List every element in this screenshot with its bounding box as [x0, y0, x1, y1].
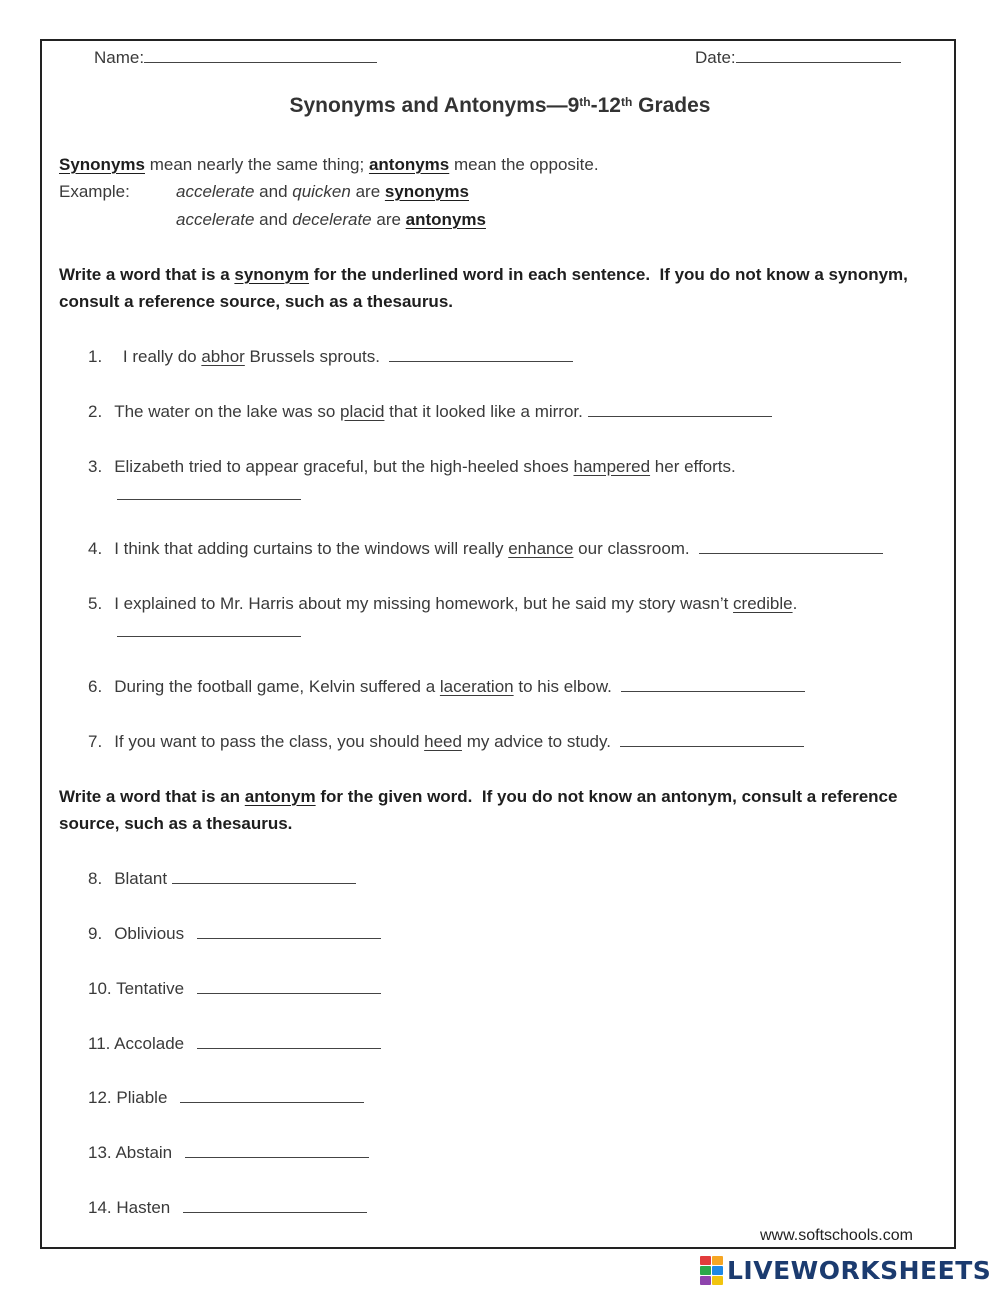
- logo-block: [700, 1266, 711, 1275]
- question-4: 4. I think that adding curtains to the windows will really enhance our classroom.: [88, 538, 883, 560]
- answer-blank-7[interactable]: [620, 731, 804, 747]
- question-6: 6. During the football game, Kelvin suffered a laceration to his elbow.: [88, 676, 805, 698]
- antonym-instructions-line1: Write a word that is an antonym for the given word. If you do not know an antonym, consult a reference: [59, 787, 898, 806]
- synonym-instructions-line1: Write a word that is a synonym for the underlined word in each sentence. If you do not know a synonym,: [59, 265, 908, 284]
- answer-line-3: [117, 484, 301, 506]
- antonym-item-13: 13. Abstain: [88, 1142, 369, 1164]
- antonym-blank-10[interactable]: [197, 978, 381, 994]
- antonym-item-12: 12. Pliable: [88, 1087, 364, 1109]
- logo-block: [700, 1276, 711, 1285]
- antonym-item-11: 11. Accolade: [88, 1033, 381, 1055]
- source-website: www.softschools.com: [760, 1227, 913, 1244]
- antonym-blank-9[interactable]: [197, 923, 381, 939]
- example-synonyms: accelerate and quicken are synonyms: [176, 182, 469, 201]
- example-antonyms: accelerate and decelerate are antonyms: [176, 210, 486, 229]
- question-3: 3. Elizabeth tried to appear graceful, but the high-heeled shoes hampered her efforts.: [88, 457, 736, 476]
- question-2: 2. The water on the lake was so placid that it looked like a mirror.: [88, 401, 772, 423]
- example-label: Example:: [59, 182, 130, 201]
- antonym-blank-12[interactable]: [180, 1087, 364, 1103]
- answer-blank-4[interactable]: [699, 538, 883, 554]
- name-field: Name:: [94, 47, 377, 69]
- question-5: 5. I explained to Mr. Harris about my missing homework, but he said my story wasn’t credible.: [88, 594, 798, 613]
- antonym-blank-14[interactable]: [183, 1197, 367, 1213]
- definition-line: Synonyms mean nearly the same thing; antonyms mean the opposite.: [59, 155, 599, 174]
- question-7: 7. If you want to pass the class, you should heed my advice to study.: [88, 731, 804, 753]
- antonym-instructions-line2: source, such as a thesaurus.: [59, 814, 293, 833]
- logo-block: [700, 1256, 711, 1265]
- answer-blank-2[interactable]: [588, 401, 772, 417]
- antonym-item-8: 8. Blatant: [88, 868, 356, 890]
- logo-block: [712, 1256, 723, 1265]
- antonym-item-10: 10. Tentative: [88, 978, 381, 1000]
- answer-blank-1[interactable]: [389, 346, 573, 362]
- logo-block: [712, 1276, 723, 1285]
- antonym-item-14: 14. Hasten: [88, 1197, 367, 1219]
- answer-line-5: [117, 621, 301, 643]
- answer-blank-6[interactable]: [621, 676, 805, 692]
- answer-blank-3[interactable]: [117, 484, 301, 500]
- antonym-blank-8[interactable]: [172, 868, 356, 884]
- date-field: Date:: [695, 47, 901, 69]
- date-blank[interactable]: [736, 47, 901, 63]
- answer-blank-5[interactable]: [117, 621, 301, 637]
- logo-block: [712, 1266, 723, 1275]
- antonym-blank-11[interactable]: [197, 1033, 381, 1049]
- page-title: Synonyms and Antonyms—9th-12th Grades: [289, 94, 711, 117]
- logo-text: LIVEWORKSHEETS: [727, 1255, 992, 1285]
- synonym-instructions-line2: consult a reference source, such as a thesaurus.: [59, 292, 453, 311]
- question-1: 1. I really do abhor Brussels sprouts.: [88, 346, 573, 368]
- name-blank[interactable]: [144, 47, 377, 63]
- antonym-item-9: 9. Oblivious: [88, 923, 381, 945]
- logo-blocks-icon: [700, 1256, 723, 1285]
- liveworksheets-logo: [700, 1256, 991, 1284]
- antonym-blank-13[interactable]: [185, 1142, 369, 1158]
